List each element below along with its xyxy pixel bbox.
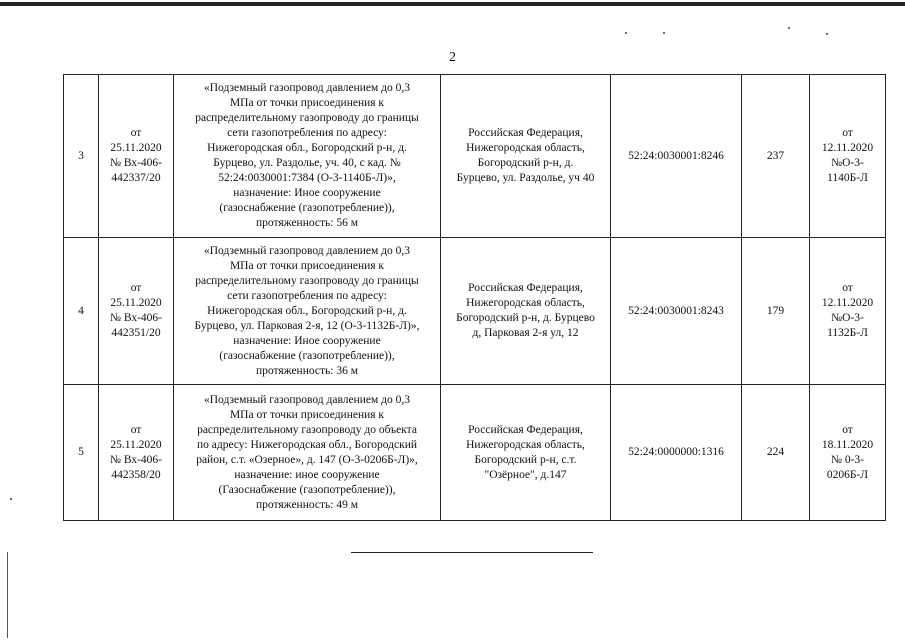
address-line: Нижегородская область, <box>466 438 585 451</box>
margin-artifact <box>7 552 8 638</box>
technical-conditions-line: №О-3- <box>831 157 864 169</box>
scan-artifact <box>826 33 828 35</box>
address-line: Нижегородская область, <box>466 142 585 154</box>
application-line: 442337/20 <box>111 172 161 184</box>
description-line: (Газоснабжение (газопотребление)), <box>218 483 396 496</box>
address-line: Богородский р-н, с.т. <box>474 453 577 466</box>
technical-conditions-line: 12.11.2020 <box>821 142 874 154</box>
address-cell <box>441 238 611 385</box>
technical-conditions-line: от <box>842 127 853 139</box>
address-line: Бурцево, ул. Раздолье, уч 40 <box>456 172 595 184</box>
description-line: распределительному газопроводу до объекта <box>197 423 417 436</box>
description-line: «Подземный газопровод давлением до 0,3 <box>204 393 410 406</box>
row-number: 4 <box>64 238 99 385</box>
application-cell <box>99 385 174 521</box>
application-line: 442358/20 <box>111 468 161 481</box>
description-line: (газоснабжение (газопотребление)), <box>219 202 395 214</box>
page-number: 2 <box>449 50 456 65</box>
description-line: МПа от точки присоединения к <box>229 259 385 272</box>
technical-conditions-line: 12.11.2020 <box>821 297 874 309</box>
description-line: протяженность: 56 м <box>255 217 358 229</box>
technical-conditions-line: 0206Б-Л <box>826 468 869 481</box>
cadastral-number: 52:24:0000000:1316 <box>611 385 742 521</box>
description-line: Бурцево, ул. Раздолье, уч. 40, с кад. № <box>213 157 401 169</box>
cadastral-number: 52:24:0030001:8243 <box>611 238 742 385</box>
description-line: по адресу: Нижегородская обл., Богородский <box>196 438 418 451</box>
application-line: № Вх-406- <box>109 312 163 324</box>
description-line: «Подземный газопровод давлением до 0,3 <box>204 82 410 94</box>
row-number: 3 <box>64 75 99 238</box>
address-line: Российская Федерация, <box>468 423 583 436</box>
address-line: Российская Федерация, <box>468 282 583 294</box>
description-line: район, с.т. «Озерное», д. 147 (О-3-0206Б-Л)», <box>196 453 418 466</box>
area-value: 179 <box>742 238 810 385</box>
description-line: протяженность: 49 м <box>255 498 358 511</box>
description-line: сети газопотребления по адресу: <box>227 127 387 139</box>
description-line: протяженность: 36 м <box>255 364 358 377</box>
table-row <box>64 238 886 385</box>
object-description-cell <box>174 238 441 385</box>
technical-conditions-line: 1140Б-Л <box>827 172 868 184</box>
technical-conditions-line: от <box>842 282 853 294</box>
technical-conditions-cell <box>810 385 886 521</box>
application-line: 25.11.2020 <box>110 142 162 154</box>
address-cell <box>441 75 611 238</box>
servitude-registry-table <box>63 74 886 521</box>
address-line: Богородский р-н, д. Бурцево <box>456 312 595 324</box>
address-line: Нижегородская область, <box>466 297 585 309</box>
object-description-cell <box>174 75 441 238</box>
application-line: от <box>130 127 142 139</box>
application-line: от <box>130 423 142 436</box>
scan-artifact <box>663 32 665 34</box>
address-line: д, Парковая 2-я ул, 12 <box>472 327 579 339</box>
description-line: распределительному газопроводу до границы <box>195 274 419 287</box>
description-line: «Подземный газопровод давлением до 0,3 <box>204 244 410 257</box>
description-line: МПа от точки присоединения к <box>229 97 385 109</box>
address-line: Российская Федерация, <box>468 127 583 139</box>
application-line: 442351/20 <box>111 327 161 339</box>
table-row <box>64 385 886 521</box>
description-line: 52:24:0030001:7384 (О-3-1140Б-Л)», <box>218 172 396 184</box>
technical-conditions-line: № 0-3- <box>830 453 864 466</box>
description-line: назначение: иное сооружение <box>234 468 380 481</box>
technical-conditions-line: от <box>842 423 853 436</box>
application-line: 25.11.2020 <box>110 297 162 309</box>
application-line: от <box>130 282 142 294</box>
application-line: № Вх-406- <box>109 157 163 169</box>
top-border-rule <box>0 2 905 6</box>
technical-conditions-cell <box>810 75 886 238</box>
description-line: Бурцево, ул. Парковая 2-я, 12 (О-3-1132Б-Л)», <box>194 319 420 332</box>
technical-conditions-line: 18.11.2020 <box>821 438 874 451</box>
scan-artifact <box>625 32 627 34</box>
area-value: 237 <box>742 75 810 238</box>
description-line: назначение: Иное сооружение <box>233 187 381 199</box>
application-cell <box>99 75 174 238</box>
description-line: МПа от точки присоединения к <box>229 408 385 421</box>
description-line: назначение: Иное сооружение <box>233 334 381 347</box>
description-line: (газоснабжение (газопотребление)), <box>219 349 395 362</box>
address-cell <box>441 385 611 521</box>
row-number: 5 <box>64 385 99 521</box>
description-line: Нижегородская обл., Богородский р-н, д. <box>207 304 407 317</box>
scan-artifact <box>10 498 12 500</box>
closing-rule <box>351 552 593 553</box>
technical-conditions-cell <box>810 238 886 385</box>
description-line: Нижегородская обл., Богородский р-н, д. <box>207 142 407 154</box>
application-cell <box>99 238 174 385</box>
object-description-cell <box>174 385 441 521</box>
table-row <box>64 75 886 238</box>
address-line: "Озёрное", д.147 <box>484 468 567 481</box>
technical-conditions-line: 1132Б-Л <box>827 327 868 339</box>
cadastral-number: 52:24:0030001:8246 <box>611 75 742 238</box>
application-line: 25.11.2020 <box>110 438 162 451</box>
description-line: сети газопотребления по адресу: <box>227 289 387 302</box>
application-line: № Вх-406- <box>109 453 163 466</box>
scan-artifact <box>788 27 790 29</box>
address-line: Богородский р-н, д. <box>477 157 574 169</box>
area-value: 224 <box>742 385 810 521</box>
description-line: распределительному газопроводу до границы <box>195 112 419 124</box>
technical-conditions-line: №О-3- <box>831 312 864 324</box>
